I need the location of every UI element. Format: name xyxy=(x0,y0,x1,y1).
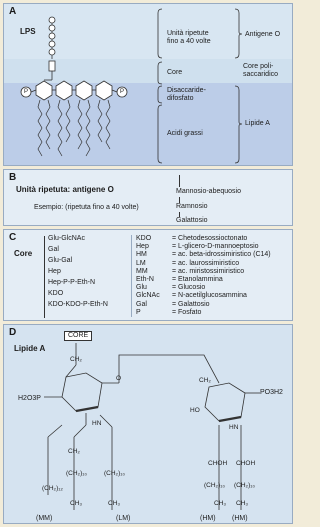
disaccharide-label: Disaccaride- difosfato xyxy=(167,87,206,102)
panel-a xyxy=(3,3,293,166)
core-chain-list xyxy=(48,235,108,312)
legend-row xyxy=(136,301,271,309)
rhamnose: Ramnosio xyxy=(176,203,208,210)
hn-right: HN xyxy=(229,424,239,431)
legend-desc: = Chetodesossioctonato xyxy=(172,235,248,242)
core-box: CORE xyxy=(64,331,92,341)
legend-abbr: Hep xyxy=(136,243,149,251)
legend-desc: = Galattosio xyxy=(172,300,210,308)
legend-abbr: P xyxy=(136,308,141,316)
right-phosphate-label: PO3H2 xyxy=(260,389,283,396)
group-hm-1: (HM) xyxy=(200,515,216,522)
legend-desc: = ac. laurossimiristico xyxy=(172,259,240,267)
legend-row xyxy=(136,276,271,284)
core-item: KDO-KDO-P-Eth-N xyxy=(48,301,108,308)
ch2-12-chain: (CH₂)₁₂ xyxy=(42,485,63,492)
panel-d-letter: D xyxy=(9,327,17,338)
legend-row xyxy=(136,292,271,300)
core-title: Core xyxy=(14,249,33,258)
o-link: O xyxy=(116,375,122,382)
panel-a-letter: A xyxy=(9,6,17,17)
ch2-left: CH₂ xyxy=(70,356,82,363)
lipid-a-label: Lipide A xyxy=(245,120,270,127)
legend-desc: = L-glicero-D-mannoeptosio xyxy=(172,243,259,251)
legend-row xyxy=(136,309,271,317)
ch2-right: CH₂ xyxy=(199,377,211,384)
legend-abbr: Eth-N xyxy=(136,276,154,284)
fatty-acids-label: Acidi grassi xyxy=(167,130,203,137)
group-mm: (MM) xyxy=(36,515,53,522)
legend-abbr: MM xyxy=(136,267,148,275)
panel-b-letter: B xyxy=(9,172,17,183)
ch2-chain: CH₂ xyxy=(68,448,80,455)
core-item: Hep-P-P-Eth-N xyxy=(48,279,96,286)
phosphate-left-label: P xyxy=(24,89,29,95)
core-polysaccharide-label: Core poli- saccaridico xyxy=(243,63,279,78)
left-phosphate-label: H2O3P xyxy=(18,395,41,402)
core-label: Core xyxy=(167,69,183,76)
legend-row xyxy=(136,243,271,251)
ch3-a: CH₃ xyxy=(70,500,83,507)
choh-right-b: CHOH xyxy=(236,460,256,467)
disaccharide-hexagons xyxy=(36,80,112,100)
panel-b-example: Esempio: (ripetuta fino a 40 volte) xyxy=(34,204,139,211)
legend-row xyxy=(136,235,271,243)
lps-label: LPS xyxy=(20,27,36,36)
repeat-units-label: Unità ripetute fino a 40 volte xyxy=(167,30,211,45)
core-item: Glu-GlcNAc xyxy=(48,235,85,242)
o-antigen-chain xyxy=(49,17,55,80)
panel-b-title: Unità ripetuta: antigene O xyxy=(16,185,114,194)
legend-row xyxy=(136,260,271,268)
legend-desc: = ac. beta-idrossimiristico (C14) xyxy=(172,251,271,259)
panel-b xyxy=(3,169,293,226)
legend-abbr: LM xyxy=(136,259,146,267)
core-item: Gal xyxy=(48,246,59,253)
lps-structure-diagram xyxy=(4,4,293,166)
legend-desc: = Glucosio xyxy=(172,284,206,292)
legend-abbr: GlcNAc xyxy=(136,292,160,300)
choh-right-a: CHOH xyxy=(208,460,228,467)
legend-row xyxy=(136,284,271,292)
group-hm-2: (HM) xyxy=(232,515,248,522)
ch2-10-chain: (CH₂)₁₀ xyxy=(66,470,88,477)
legend-row xyxy=(136,268,271,276)
panel-d xyxy=(3,324,293,524)
core-item: KDO xyxy=(48,290,64,297)
ch2-10-chain-b: (CH₂)₁₀ xyxy=(104,470,126,477)
legend-abbr: Gal xyxy=(136,300,147,308)
legend-row xyxy=(136,251,271,259)
lipid-a-title: Lipide A xyxy=(14,344,46,353)
abbreviation-legend xyxy=(136,235,271,317)
ho-right: HO xyxy=(190,407,200,414)
ch3-b: CH₃ xyxy=(108,500,121,507)
panel-c xyxy=(3,229,293,321)
group-lm: (LM) xyxy=(116,515,131,522)
legend-abbr: Glu xyxy=(136,284,147,292)
hn-left: HN xyxy=(92,420,102,427)
legend-abbr: HM xyxy=(136,251,147,259)
legend-desc: = N-acetilglucosammina xyxy=(172,292,247,300)
phosphate-right-label: P xyxy=(120,89,125,95)
ch2-10-right-b: (CH₂)₁₀ xyxy=(234,482,256,489)
ch3-c: CH₃ xyxy=(214,500,227,507)
legend-desc: = Fosfato xyxy=(172,308,202,316)
core-item: Hep xyxy=(48,268,61,275)
galactose: Galattosio xyxy=(176,217,208,224)
lipid-a-bonds xyxy=(44,343,260,510)
core-item: Glu-Gal xyxy=(48,257,73,264)
antigen-o-label: Antigene O xyxy=(245,31,281,38)
ch2-10-right-a: (CH₂)₁₀ xyxy=(204,482,226,489)
legend-desc: = ac. miristossimiristico xyxy=(172,267,245,275)
panel-c-letter: C xyxy=(9,232,17,243)
legend-abbr: KDO xyxy=(136,235,152,242)
legend-desc: = Etanolammina xyxy=(172,276,223,284)
lipid-a-structure xyxy=(4,325,293,524)
ch3-d: CH₃ xyxy=(236,500,249,507)
mannose-abequose: Mannosio-abequosio xyxy=(176,188,241,195)
fatty-acid-chains xyxy=(38,100,110,156)
